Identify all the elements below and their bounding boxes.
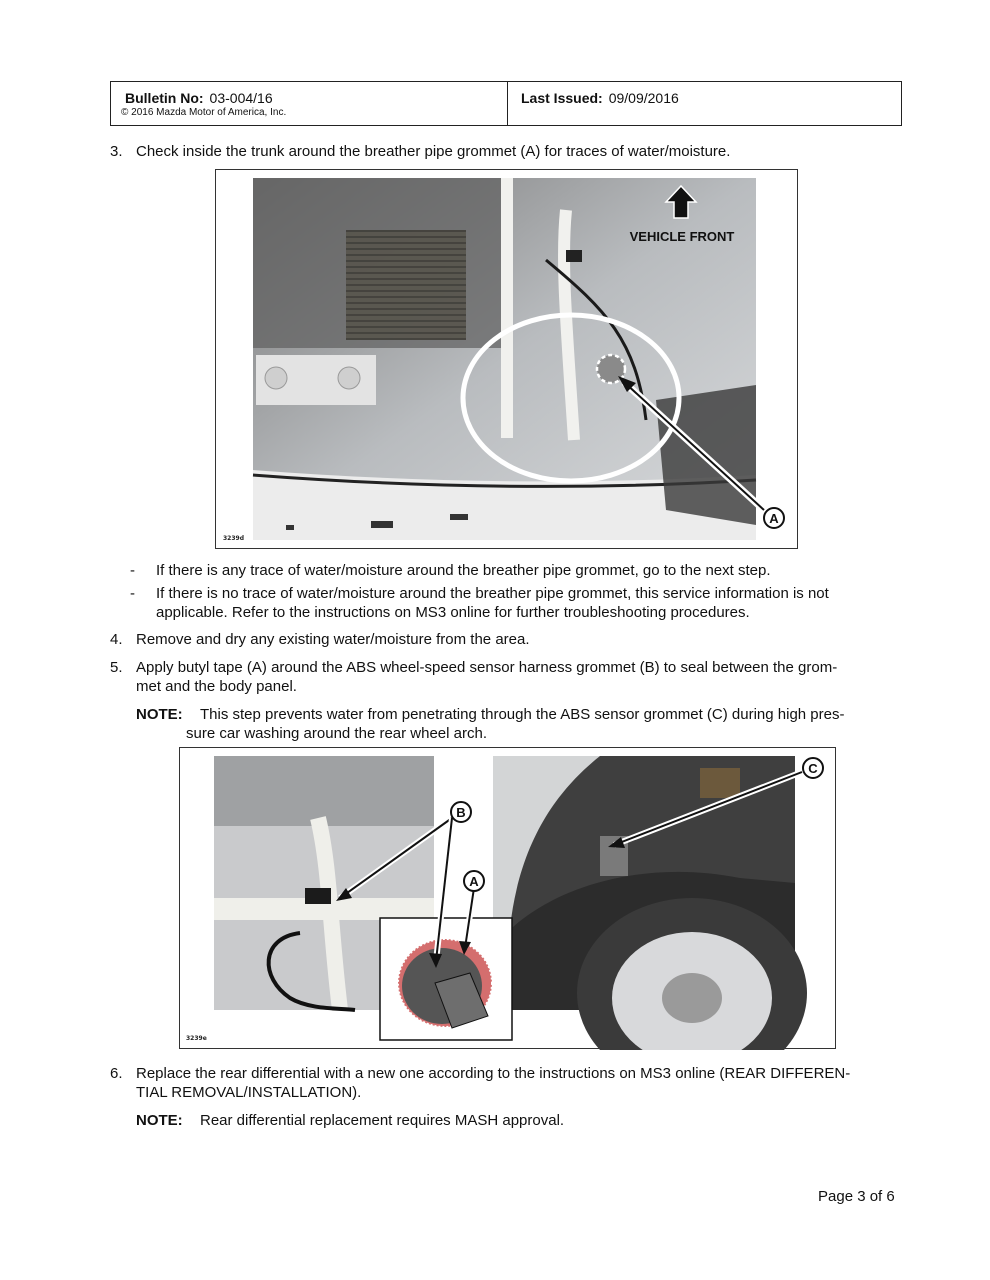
figure1-callout-a: A: [769, 511, 779, 526]
step-6-note-label: NOTE:: [136, 1112, 183, 1129]
step-6-number: 6.: [110, 1065, 123, 1082]
issued-info-cell: [508, 82, 901, 125]
step-6-note-text: Rear differential replacement requires MASH approval.: [200, 1112, 565, 1129]
figure-trunk-grommet-art: [216, 170, 799, 550]
figure2-callout-c: C: [808, 761, 818, 776]
bullet-1-text: If there is any trace of water/moisture around the breather pipe grommet, go to the next step.: [156, 562, 771, 579]
step-3-number: 3.: [110, 143, 123, 160]
bulletin-number: [125, 90, 273, 106]
figure1-code: 3239d: [223, 535, 244, 542]
last-issued: [521, 90, 679, 106]
figure-butyl-tape-art: [180, 748, 837, 1050]
bullet-1-dash: -: [130, 562, 135, 579]
bullet-2-line-2: applicable. Refer to the instructions on MS3 online for further troubleshooting procedures.: [156, 604, 750, 621]
bullet-2-dash: -: [130, 585, 135, 602]
step-5-note-line-1: This step prevents water from penetrating through the ABS sensor grommet (C) during high pres-: [200, 706, 845, 723]
step-3-text: Check inside the trunk around the breather pipe grommet (A) for traces of water/moisture.: [136, 143, 731, 160]
figure2-code: 3239e: [186, 1035, 207, 1042]
step-5-note-label: NOTE:: [136, 706, 183, 723]
bulletin-info-cell: [111, 82, 508, 125]
figure2-callout-b: B: [456, 805, 466, 820]
page-number: Page 3 of 6: [818, 1188, 895, 1205]
figure2-callout-a: A: [469, 874, 479, 889]
copyright: © 2016 Mazda Motor of America, Inc.: [121, 107, 287, 118]
step-5-number: 5.: [110, 659, 123, 676]
step-6-line-2: TIAL REMOVAL/INSTALLATION).: [136, 1084, 362, 1101]
figure-trunk-grommet: [215, 169, 798, 549]
vehicle-front-label: VEHICLE FRONT: [629, 229, 735, 244]
bullet-2-line-1: If there is no trace of water/moisture around the breather pipe grommet, this service information is not: [156, 585, 829, 602]
step-4-text: Remove and dry any existing water/moisture from the area.: [136, 631, 530, 648]
last-issued-label: Last Issued:: [521, 90, 603, 106]
last-issued-value: 09/09/2016: [608, 90, 679, 106]
bulletin-header: [110, 81, 902, 126]
step-6-line-1: Replace the rear differential with a new one according to the instructions on MS3 online (REAR DIFFEREN-: [136, 1065, 851, 1082]
step-4-number: 4.: [110, 631, 123, 648]
bulletin-number-value: 03-004/16: [209, 90, 273, 106]
step-5-line-2: met and the body panel.: [136, 678, 297, 695]
bulletin-number-label: Bulletin No:: [125, 90, 204, 106]
step-5-line-1: Apply butyl tape (A) around the ABS wheel-speed sensor harness grommet (B) to seal between the grom-: [136, 659, 838, 676]
step-5-note-line-2: sure car washing around the rear wheel arch.: [186, 725, 487, 742]
figure-butyl-tape: [179, 747, 836, 1049]
